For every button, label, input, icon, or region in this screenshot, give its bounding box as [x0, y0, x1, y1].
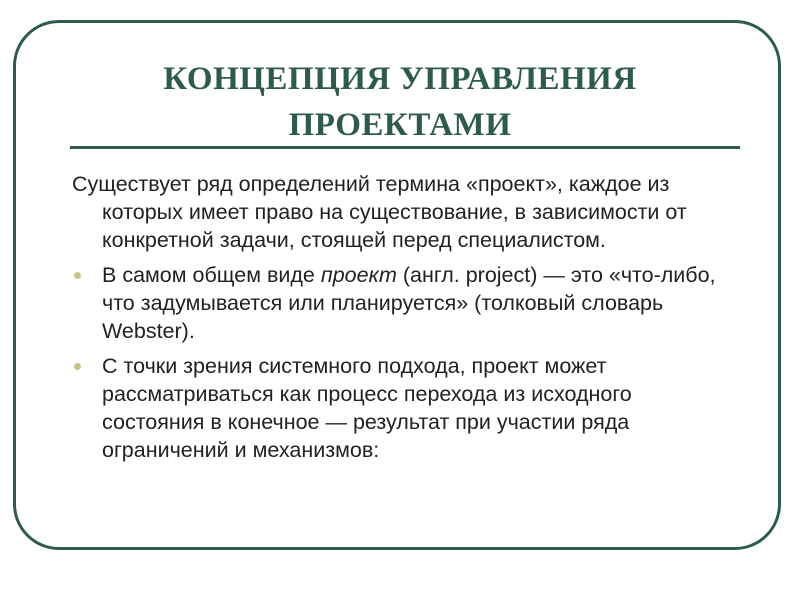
intro-paragraph: Существует ряд определений термина «проект», каждое из которых имеет право на существование, в зависимости от конкретной задачи, стоящей перед специалистом. — [72, 172, 687, 252]
title-line-1: КОНЦЕПЦИЯ УПРАВЛЕНИЯ — [163, 61, 637, 97]
bullet-item-2 — [72, 352, 732, 464]
bullet-1-text-end: (англ. project) — это «что-либо, что задумывается или планируется» (толковый словарь Webster). — [102, 263, 716, 343]
title-line-2: ПРОЕКТАМИ — [288, 107, 512, 143]
slide-title — [0, 56, 800, 148]
bullet-dot-icon — [74, 272, 81, 279]
slide-body — [72, 170, 732, 471]
bullet-item-1 — [72, 261, 732, 345]
bullet-2-text: С точки зрения системного подхода, проект может рассматриваться как процесс перехода из исходного состояния в конечное — результат при участии ряда ограничений и механизмов: — [102, 354, 632, 462]
bullet-1-text-start: В самом общем виде — [102, 263, 321, 287]
bullet-1-term: проект — [320, 263, 397, 287]
title-divider — [70, 146, 740, 149]
bullet-dot-icon — [74, 363, 81, 370]
